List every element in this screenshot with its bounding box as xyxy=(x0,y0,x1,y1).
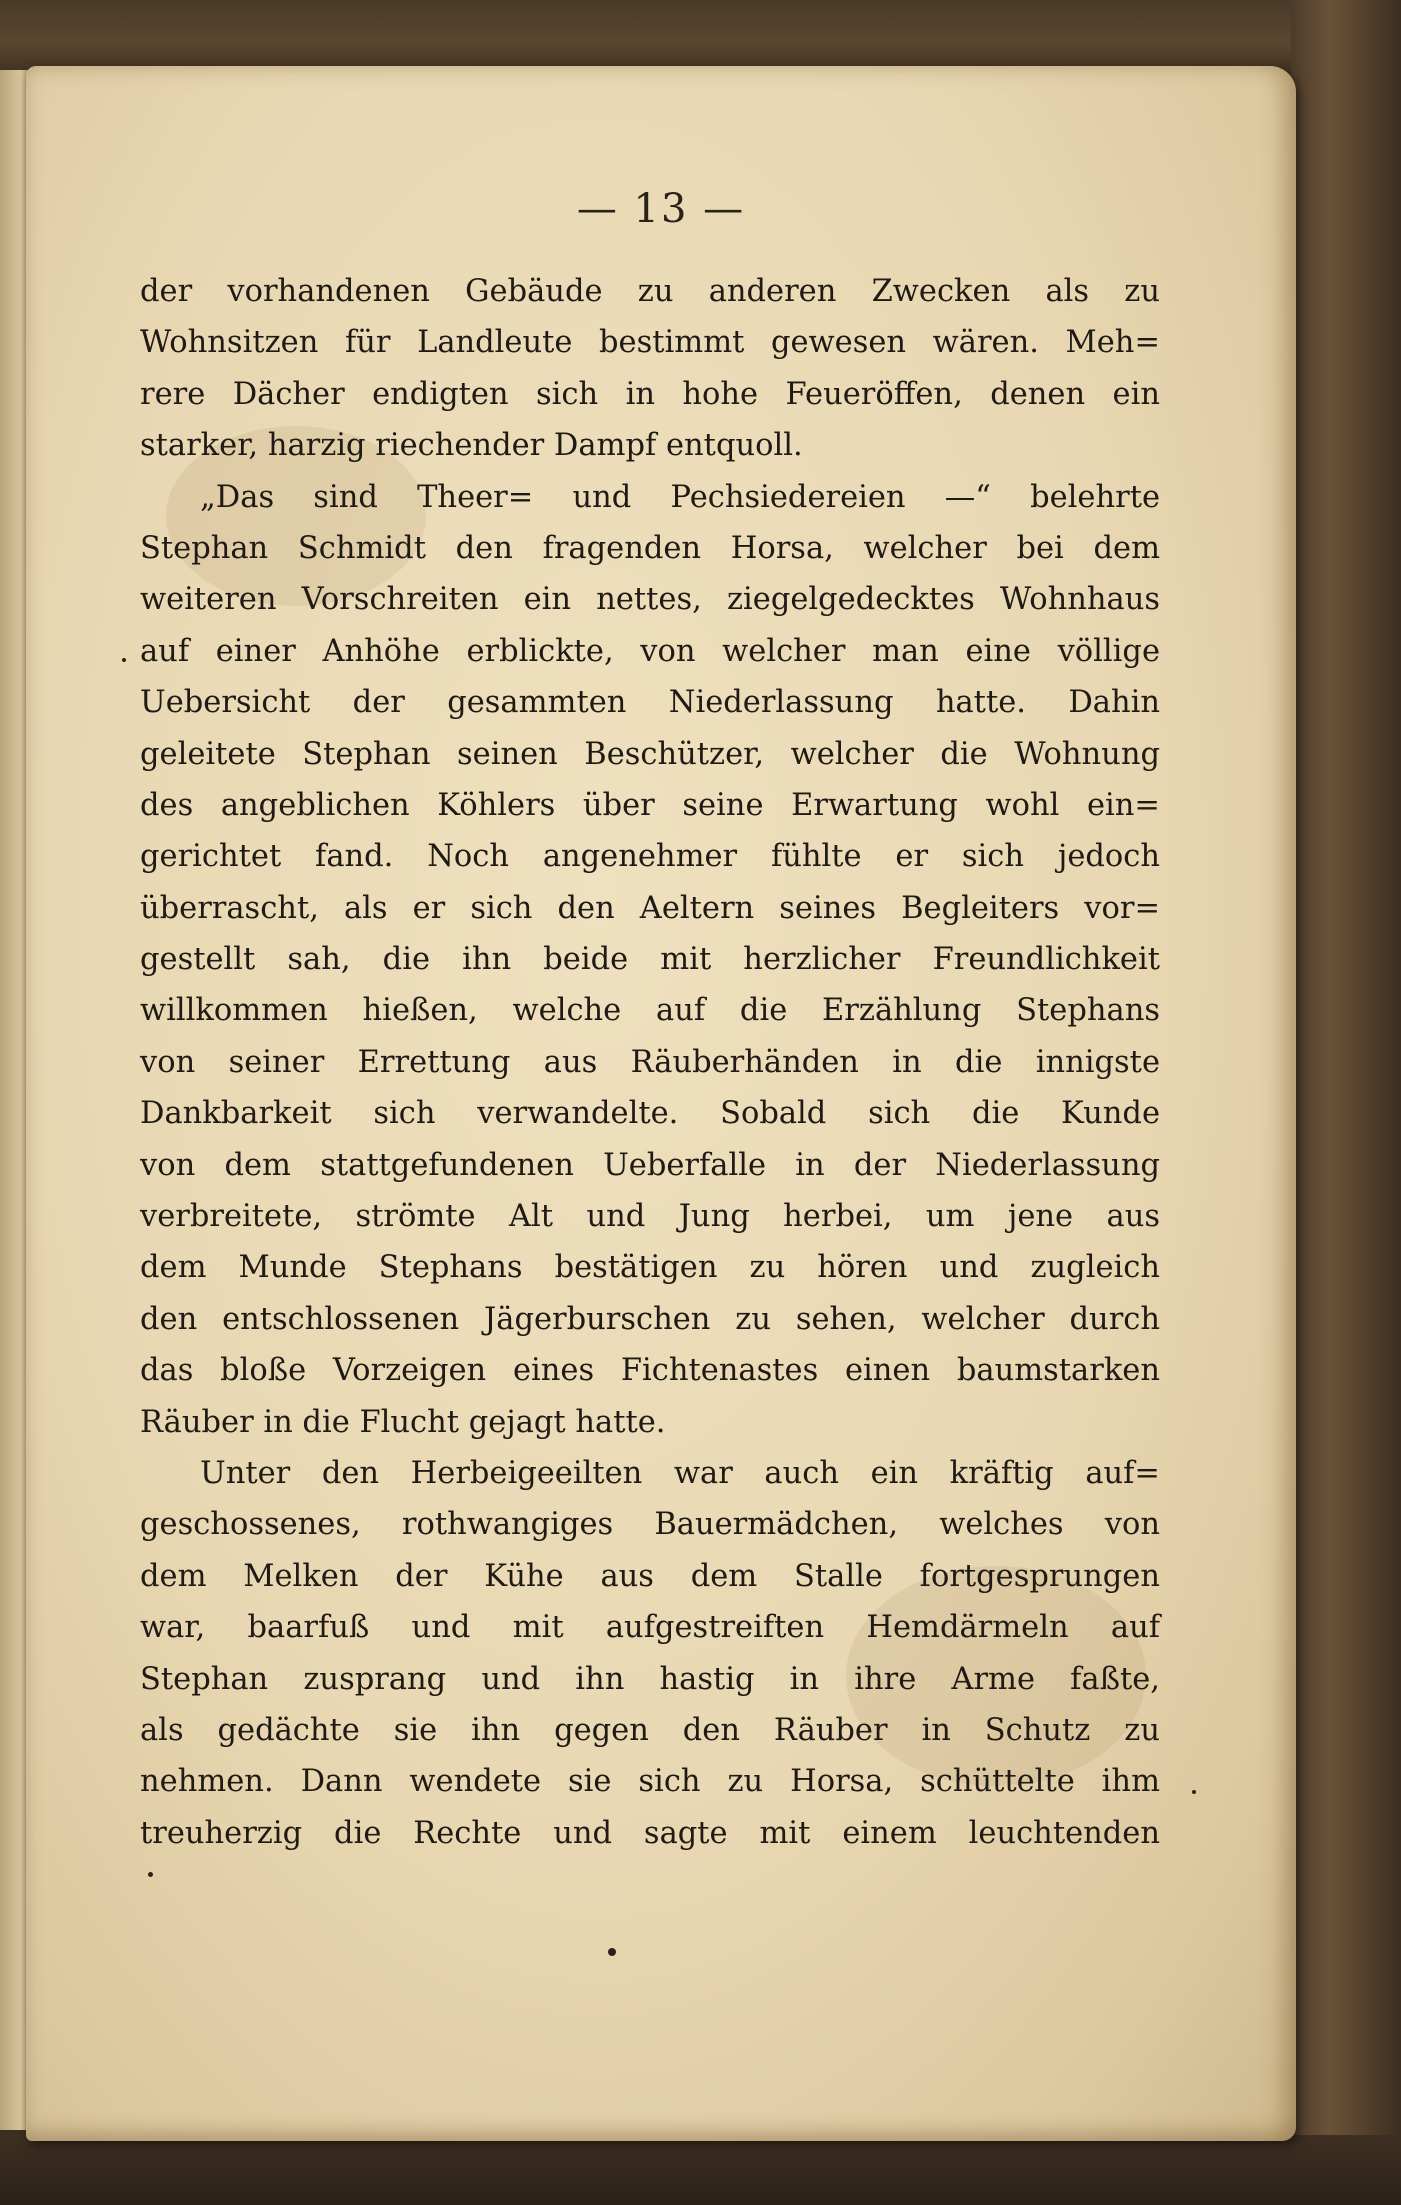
text-line: das bloße Vorzeigen eines Fichtenastes einen baumstarken xyxy=(140,1353,1160,1389)
text-line: überrascht, als er sich den Aeltern seines Begleiters vor= xyxy=(140,890,1160,926)
text-line: Uebersicht der gesammten Niederlassung hatte. Dahin xyxy=(140,685,1160,721)
text-line: willkommen hießen, welche auf die Erzählung Stephans xyxy=(140,993,1160,1029)
text-line: den entschlossenen Jägerburschen zu sehen, welcher durch xyxy=(140,1301,1160,1337)
text-line: als gedächte sie ihn gegen den Räuber in Schutz zu xyxy=(140,1712,1160,1748)
text-line: „Das sind Theer= und Pechsiedereien —“ belehrte xyxy=(200,479,1160,515)
book-page xyxy=(26,66,1296,2141)
text-line: geschossenes, rothwangiges Bauermädchen, welches von xyxy=(140,1507,1160,1543)
text-line: dem Melken der Kühe aus dem Stalle fortgesprungen xyxy=(140,1558,1160,1594)
text-line: Stephan zusprang und ihn hastig in ihre Arme faßte, xyxy=(140,1661,1160,1697)
book-cover-bottom-edge xyxy=(0,2135,1401,2205)
text-line: geleitete Stephan seinen Beschützer, welcher die Wohnung xyxy=(140,736,1160,772)
ink-speck xyxy=(148,1872,153,1877)
ink-speck xyxy=(122,658,126,662)
text-line: verbreitete, strömte Alt und Jung herbei, um jene aus xyxy=(140,1199,1160,1235)
text-line: Dankbarkeit sich verwandelte. Sobald sich die Kunde xyxy=(140,1096,1160,1132)
text-line: Räuber in die Flucht gejagt hatte. xyxy=(140,1404,666,1440)
text-line: gerichtet fand. Noch angenehmer fühlte er sich jedoch xyxy=(140,839,1160,875)
text-line: treuherzig die Rechte und sagte mit einem leuchtenden xyxy=(140,1815,1160,1851)
body-text xyxy=(140,266,1160,1859)
text-line: nehmen. Dann wendete sie sich zu Horsa, schüttelte ihm xyxy=(140,1764,1160,1800)
text-line: weiteren Vorschreiten ein nettes, ziegelgedecktes Wohnhaus xyxy=(140,582,1160,618)
text-line: dem Munde Stephans bestätigen zu hören und zugleich xyxy=(140,1250,1160,1286)
text-line: Unter den Herbeigeeilten war auch ein kräftig auf= xyxy=(200,1455,1160,1491)
text-line: war, baarfuß und mit aufgestreiften Hemdärmeln auf xyxy=(140,1610,1160,1646)
text-line: Stephan Schmidt den fragenden Horsa, welcher bei dem xyxy=(140,530,1160,566)
text-line: Wohnsitzen für Landleute bestimmt gewesen wären. Meh= xyxy=(140,325,1160,361)
text-line: des angeblichen Köhlers über seine Erwartung wohl ein= xyxy=(140,787,1160,823)
text-line: von dem stattgefundenen Ueberfalle in der Niederlassung xyxy=(140,1147,1160,1183)
ink-speck xyxy=(608,1948,616,1956)
text-line: von seiner Errettung aus Räuberhänden in die innigste xyxy=(140,1044,1160,1080)
text-line: rere Dächer endigten sich in hohe Feueröffen, denen ein xyxy=(140,376,1160,412)
text-line: auf einer Anhöhe erblickte, von welcher man eine völlige xyxy=(140,633,1160,669)
text-line: gestellt sah, die ihn beide mit herzlicher Freundlichkeit xyxy=(140,942,1160,978)
text-line: der vorhandenen Gebäude zu anderen Zwecken als zu xyxy=(140,274,1160,309)
page-number: — 13 — xyxy=(576,186,746,232)
book-cover-right-edge xyxy=(1291,0,1401,2205)
text-line: starker, harzig riechender Dampf entquoll. xyxy=(140,428,803,464)
ink-speck xyxy=(1192,1790,1196,1794)
